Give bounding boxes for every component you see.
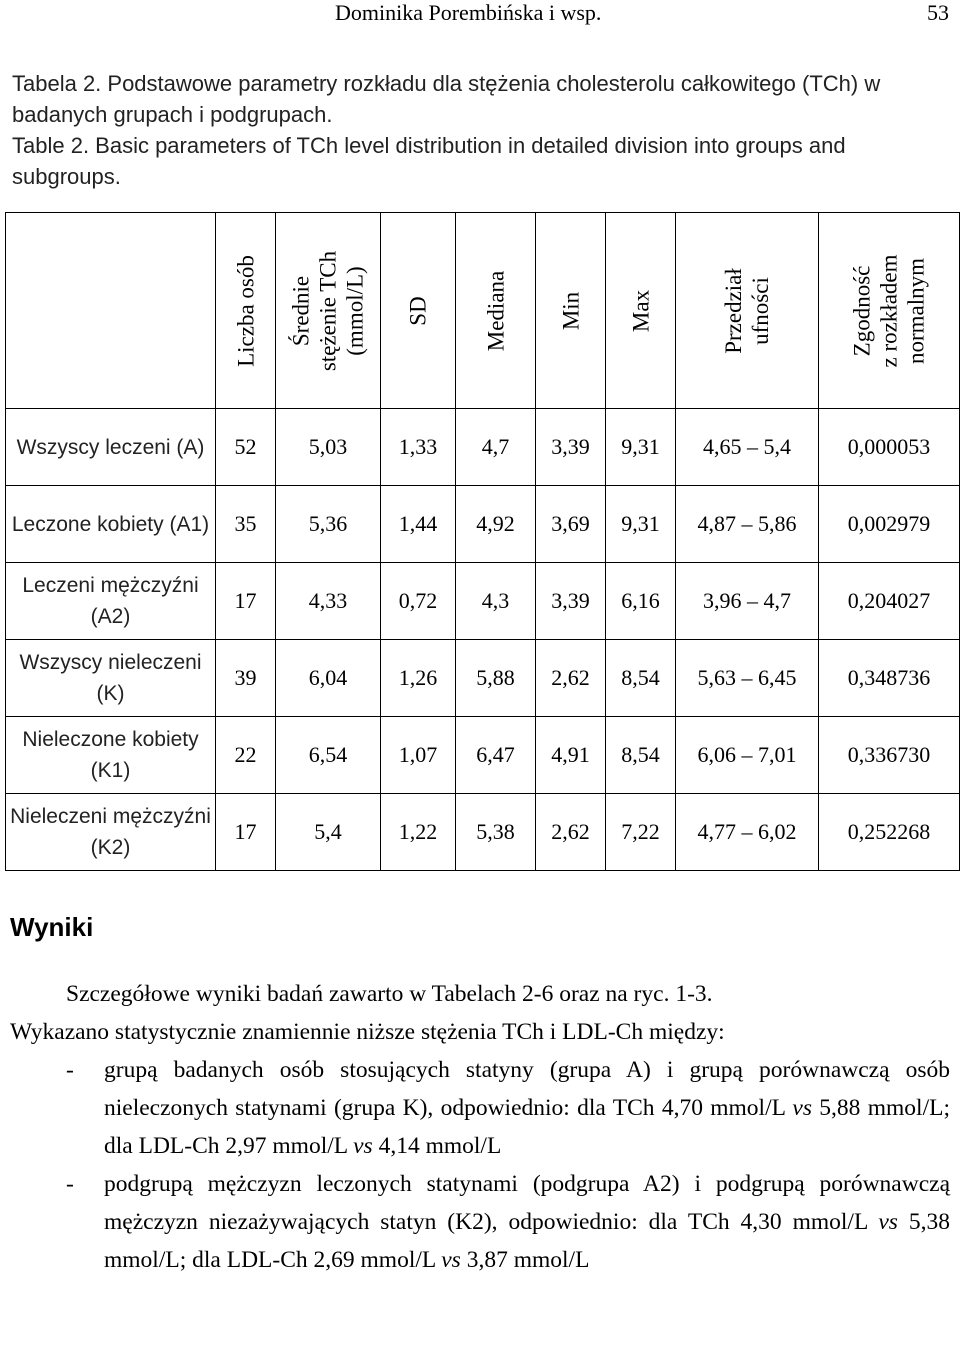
column-header: Max xyxy=(628,289,653,332)
vs-italic: vs xyxy=(353,1133,373,1159)
table-cell: 6,47 xyxy=(456,717,536,794)
table-cell: 22 xyxy=(216,717,276,794)
table-cell: 52 xyxy=(216,409,276,486)
vs-italic: vs xyxy=(441,1247,461,1273)
table-cell: 6,04 xyxy=(276,640,381,717)
table-cell: 3,69 xyxy=(536,486,606,563)
table-cell: 9,31 xyxy=(606,486,676,563)
header-cell xyxy=(456,213,536,409)
table-row xyxy=(6,563,960,640)
column-header: Średnie stężenie TCh (mmol/L) xyxy=(288,250,368,371)
vs-italic: vs xyxy=(878,1209,898,1235)
table-cell: 6,54 xyxy=(276,717,381,794)
running-head xyxy=(0,0,960,30)
results-statement: Wykazano statystycznie znamiennie niższe stężenia TCh i LDL-Ch między: xyxy=(10,1019,725,1045)
table-cell: 4,7 xyxy=(456,409,536,486)
table-cell: 0,000053 xyxy=(819,409,960,486)
list-dash: - xyxy=(66,1171,74,1197)
caption-polish: Tabela 2. Podstawowe parametry rozkładu dla stężenia cholesterolu całkowitego (TCh) w badanych grupach i podgrupach. xyxy=(12,71,881,127)
table-cell: 5,88 xyxy=(456,640,536,717)
section-heading: Wyniki xyxy=(10,912,94,942)
list-text: grupą badanych osób stosujących statyny (grupa A) i grupą porównawczą osób nieleczonych statynami (grupa K), odpowiednio: dla TCh 4,70 mmol/L xyxy=(104,1057,950,1121)
table-cell: 2,62 xyxy=(536,640,606,717)
column-header: Min xyxy=(558,291,583,330)
caption-english: Table 2. Basic parameters of TCh level distribution in detailed division into groups and subgroups. xyxy=(12,133,846,189)
results-list xyxy=(10,1051,950,1279)
list-text: 4,14 mmol/L xyxy=(372,1133,502,1159)
table-cell: 5,03 xyxy=(276,409,381,486)
table-cell: 1,07 xyxy=(381,717,456,794)
column-header: Przedział ufności xyxy=(721,267,773,354)
table-cell: 5,63 – 6,45 xyxy=(676,640,819,717)
header-cell xyxy=(676,213,819,409)
table-row xyxy=(6,794,960,871)
row-label: Leczeni mężczyźni (A2) xyxy=(6,563,216,640)
list-item xyxy=(10,1051,950,1165)
table-cell: 1,33 xyxy=(381,409,456,486)
running-head-author: Dominika Porembińska i wsp. xyxy=(335,0,602,25)
table-cell: 6,16 xyxy=(606,563,676,640)
list-item xyxy=(10,1165,950,1279)
table-cell: 7,22 xyxy=(606,794,676,871)
data-table xyxy=(5,212,960,871)
table-row xyxy=(6,640,960,717)
row-label: Nieleczeni mężczyźni (K2) xyxy=(6,794,216,871)
table-cell: 5,4 xyxy=(276,794,381,871)
header-corner xyxy=(6,213,216,409)
table-cell: 9,31 xyxy=(606,409,676,486)
table-cell: 4,87 – 5,86 xyxy=(676,486,819,563)
page-number: 53 xyxy=(927,0,949,25)
table-cell: 6,06 – 7,01 xyxy=(676,717,819,794)
list-text: 5,88 mmol/L; dla LDL-Ch 2,97 mmol/L xyxy=(104,1095,950,1159)
table-cell: 1,22 xyxy=(381,794,456,871)
header-cell xyxy=(381,213,456,409)
table-cell: 8,54 xyxy=(606,640,676,717)
table-cell: 4,3 xyxy=(456,563,536,640)
table-cell: 0,002979 xyxy=(819,486,960,563)
header-row xyxy=(6,213,960,409)
table-cell: 3,39 xyxy=(536,563,606,640)
table-cell: 17 xyxy=(216,794,276,871)
table-row xyxy=(6,717,960,794)
table-cell: 8,54 xyxy=(606,717,676,794)
table-cell: 35 xyxy=(216,486,276,563)
results-text xyxy=(10,975,950,1279)
header-cell xyxy=(606,213,676,409)
header-cell xyxy=(819,213,960,409)
table-cell: 4,92 xyxy=(456,486,536,563)
table-cell: 3,96 – 4,7 xyxy=(676,563,819,640)
column-header: Zgodność z rozkładem normalnym xyxy=(849,253,929,368)
table-cell: 1,44 xyxy=(381,486,456,563)
row-label: Leczone kobiety (A1) xyxy=(6,486,216,563)
table-cell: 4,91 xyxy=(536,717,606,794)
row-label: Wszyscy nieleczeni (K) xyxy=(6,640,216,717)
table-row xyxy=(6,486,960,563)
table-cell: 5,36 xyxy=(276,486,381,563)
table-cell: 0,204027 xyxy=(819,563,960,640)
header-cell xyxy=(276,213,381,409)
table-cell: 17 xyxy=(216,563,276,640)
header-cell xyxy=(536,213,606,409)
table-cell: 4,33 xyxy=(276,563,381,640)
list-dash: - xyxy=(66,1057,74,1083)
results-intro: Szczegółowe wyniki badań zawarto w Tabelach 2-6 oraz na ryc. 1-3. xyxy=(66,981,713,1007)
table-cell: 0,336730 xyxy=(819,717,960,794)
table-caption xyxy=(12,68,952,192)
table-cell: 0,72 xyxy=(381,563,456,640)
table-body xyxy=(6,409,960,871)
table-cell: 1,26 xyxy=(381,640,456,717)
row-label: Wszyscy leczeni (A) xyxy=(6,409,216,486)
row-label: Nieleczone kobiety (K1) xyxy=(6,717,216,794)
list-text: 3,87 mmol/L xyxy=(460,1247,590,1273)
table-cell: 3,39 xyxy=(536,409,606,486)
table-cell: 4,65 – 5,4 xyxy=(676,409,819,486)
table-cell: 4,77 – 6,02 xyxy=(676,794,819,871)
header-cell xyxy=(216,213,276,409)
list-text: 5,38 mmol/L; dla LDL-Ch 2,69 mmol/L xyxy=(104,1209,951,1273)
table-cell: 2,62 xyxy=(536,794,606,871)
list-text: podgrupą mężczyzn leczonych statynami (podgrupa A2) i podgrupą porównawczą mężczyzn niezażywających statyn (K2), odpowiednio: dla TCh 4,30 mmol/L xyxy=(104,1171,950,1235)
table-row xyxy=(6,409,960,486)
table-cell: 0,348736 xyxy=(819,640,960,717)
table-cell: 39 xyxy=(216,640,276,717)
column-header: Mediana xyxy=(483,270,508,351)
column-header: SD xyxy=(405,295,431,326)
vs-italic: vs xyxy=(792,1095,812,1121)
table-cell: 5,38 xyxy=(456,794,536,871)
column-header: Liczba osób xyxy=(233,254,258,367)
table-cell: 0,252268 xyxy=(819,794,960,871)
